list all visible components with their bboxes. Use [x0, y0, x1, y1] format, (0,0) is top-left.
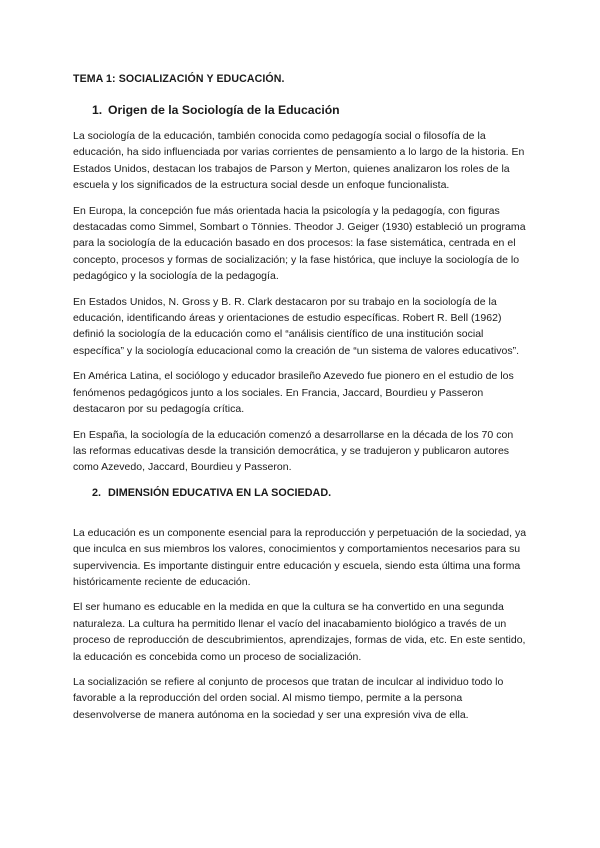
document-title: TEMA 1: SOCIALIZACIÓN Y EDUCACIÓN.: [73, 73, 285, 85]
section-heading-dimension: [92, 485, 528, 501]
paragraph: La socialización se refiere al conjunto de procesos que tratan de inculcar al individuo todo lo favorable a la reproducción del orden social. Al mismo tiempo, permite a la persona desenvolverse de manera autónoma en la sociedad y ser una expresión viva de ella.: [73, 675, 504, 721]
section-title: DIMENSIÓN EDUCATIVA EN LA SOCIEDAD.: [108, 486, 332, 499]
paragraph: El ser humano es educable en la medida en que la cultura se ha convertido en una segunda naturaleza. La cultura ha permitido llenar el vacío del inacabamiento biológico a través de un proceso de reproducción de descubrimientos, aprendizajes, formas de vida, etc. En este sentido, la educación es concebida como un proceso de socialización.: [73, 601, 526, 663]
section-title: Origen de la Sociología de la Educación: [108, 103, 340, 117]
section-number: 2.: [92, 486, 102, 499]
paragraph: En América Latina, el sociólogo y educador brasileño Azevedo fue pionero en el estudio de los fenómenos pedagógicos junto a los sociales. En Francia, Jaccard, Bourdieu y Passeron destacaron por su pedagogía crítica.: [73, 370, 514, 416]
paragraph: En España, la sociología de la educación comenzó a desarrollarse en la década de los 70 con las reformas educativas desde la transición democrática, y se tradujeron y publicaron autores como Azevedo, Jaccard, Bourdieu y Passeron.: [73, 428, 514, 474]
paragraph: En Europa, la concepción fue más orientada hacia la psicología y la pedagogía, con figuras destacadas como Simmel, Sombart o Tönnies. Theodor J. Geiger (1930) estableció un programa para la sociología de la educación basado en dos procesos: la fase sistemática, centrada en el concepto, procesos y formas de socialización; y la fase histórica, que incluye la sociología de lo pedagógico y la sociología de la pedagogía.: [73, 204, 526, 283]
section-heading-origen: [92, 102, 528, 118]
paragraph: La sociología de la educación, también conocida como pedagogía social o filosofía de la educación, ha sido influenciada por varias corrientes de pensamiento a lo largo de la historia. En Estados Unidos, destacan los trabajos de Parson y Merton, quienes analizaron los roles de la escuela y los significados de la estructura social desde un enfoque funcionalista.: [73, 130, 525, 192]
paragraph: La educación es un componente esencial para la reproducción y perpetuación de la sociedad, ya que inculca en sus miembros los valores, conocimientos y comportamientos necesarios para su supervivencia. Es importante distinguir entre educación y escuela, siendo esta última una forma históricamente reciente de educación.: [73, 526, 527, 588]
paragraph: En Estados Unidos, N. Gross y B. R. Clark destacaron por su trabajo en la sociología de la educación, identificando áreas y orientaciones de estudio específicas. Robert R. Bell (1962) definió la sociología de la educación como el “análisis científico de una institución social específica” y la sociología educacional como la creación de “un sistema de valores educativos”.: [73, 295, 520, 357]
section-number: 1.: [92, 103, 103, 117]
